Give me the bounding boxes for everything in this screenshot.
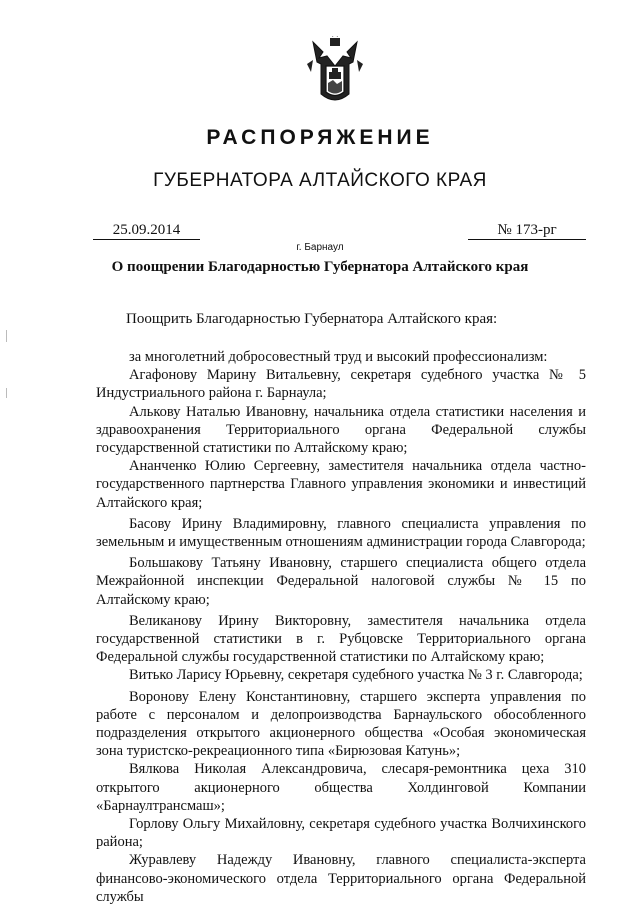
document-body	[96, 348, 586, 906]
paragraph: Ананченко Юлию Сергеевну, заместителя начальника отдела частно-государственного партнерства Главного управления экономики и инвестиций Алтайского края;	[96, 458, 586, 511]
paragraph: Горлову Ольгу Михайловну, секретаря судебного участка Волчихинского района;	[96, 816, 586, 851]
paragraph: Басову Ирину Владимировну, главного специалиста управления по земельным и имущественным отношениям администрации города Славгорода;	[96, 515, 586, 551]
paragraph: Большакову Татьяну Ивановну, старшего специалиста общего отдела Межрайонной инспекции Федеральной налоговой службы № 15 по Алтайскому краю;	[96, 555, 586, 608]
document-title: РАСПОРЯЖЕНИЕ	[206, 126, 434, 149]
scan-artifact	[6, 330, 7, 342]
document-intro: Поощрить Благодарностью Губернатора Алтайского края:	[126, 311, 498, 327]
paragraph: Витько Ларису Юрьевну, секретаря судебного участка № 3 г. Славгорода;	[129, 667, 583, 684]
paragraph: Великанову Ирину Викторовну, заместителя начальника отдела государственной статистики в г. Рубцовске Территориального органа Федеральной службы государственной статистики по Алтайскому краю;	[96, 612, 586, 666]
paragraph: Воронову Елену Константиновну, старшего эксперта управления по работе с персоналом и делопроизводства Барнаульского обособленного подразделения открытого акционерного общества «Особая экономическая зона туристско-рекреационного типа «Бирюзовая Катунь»;	[96, 688, 586, 760]
coat-of-arms-emblem	[299, 36, 371, 106]
document-number: № 173-рг	[468, 222, 586, 240]
document-city: г. Барнаул	[296, 242, 344, 253]
paragraph: Вялкова Николая Александровича, слесаря-ремонтника цеха 310 открытого акционерного общества Холдинговой Компании «Барнаултрансмаш»;	[96, 761, 586, 814]
scan-artifact	[6, 388, 7, 398]
document-date: 25.09.2014	[93, 222, 200, 240]
paragraph: за многолетний добросовестный труд и высокий профессионализм:	[129, 349, 548, 365]
document-subject: О поощрении Благодарностью Губернатора Алтайского края	[111, 259, 529, 275]
paragraph: Агафонову Марину Витальевну, секретаря судебного участка № 5 Индустриального района г. Барнаула;	[96, 367, 586, 402]
document-issuer: ГУБЕРНАТОРА АЛТАЙСКОГО КРАЯ	[153, 170, 487, 191]
paragraph: Журавлеву Надежду Ивановну, главного специалиста-эксперта финансово-экономического отдела Территориального органа Федеральной службы	[96, 852, 586, 905]
paragraph: Алькову Наталью Ивановну, начальника отдела статистики населения и здравоохранения Территориального органа Федеральной службы государственной статистики по Алтайскому краю;	[96, 403, 586, 457]
